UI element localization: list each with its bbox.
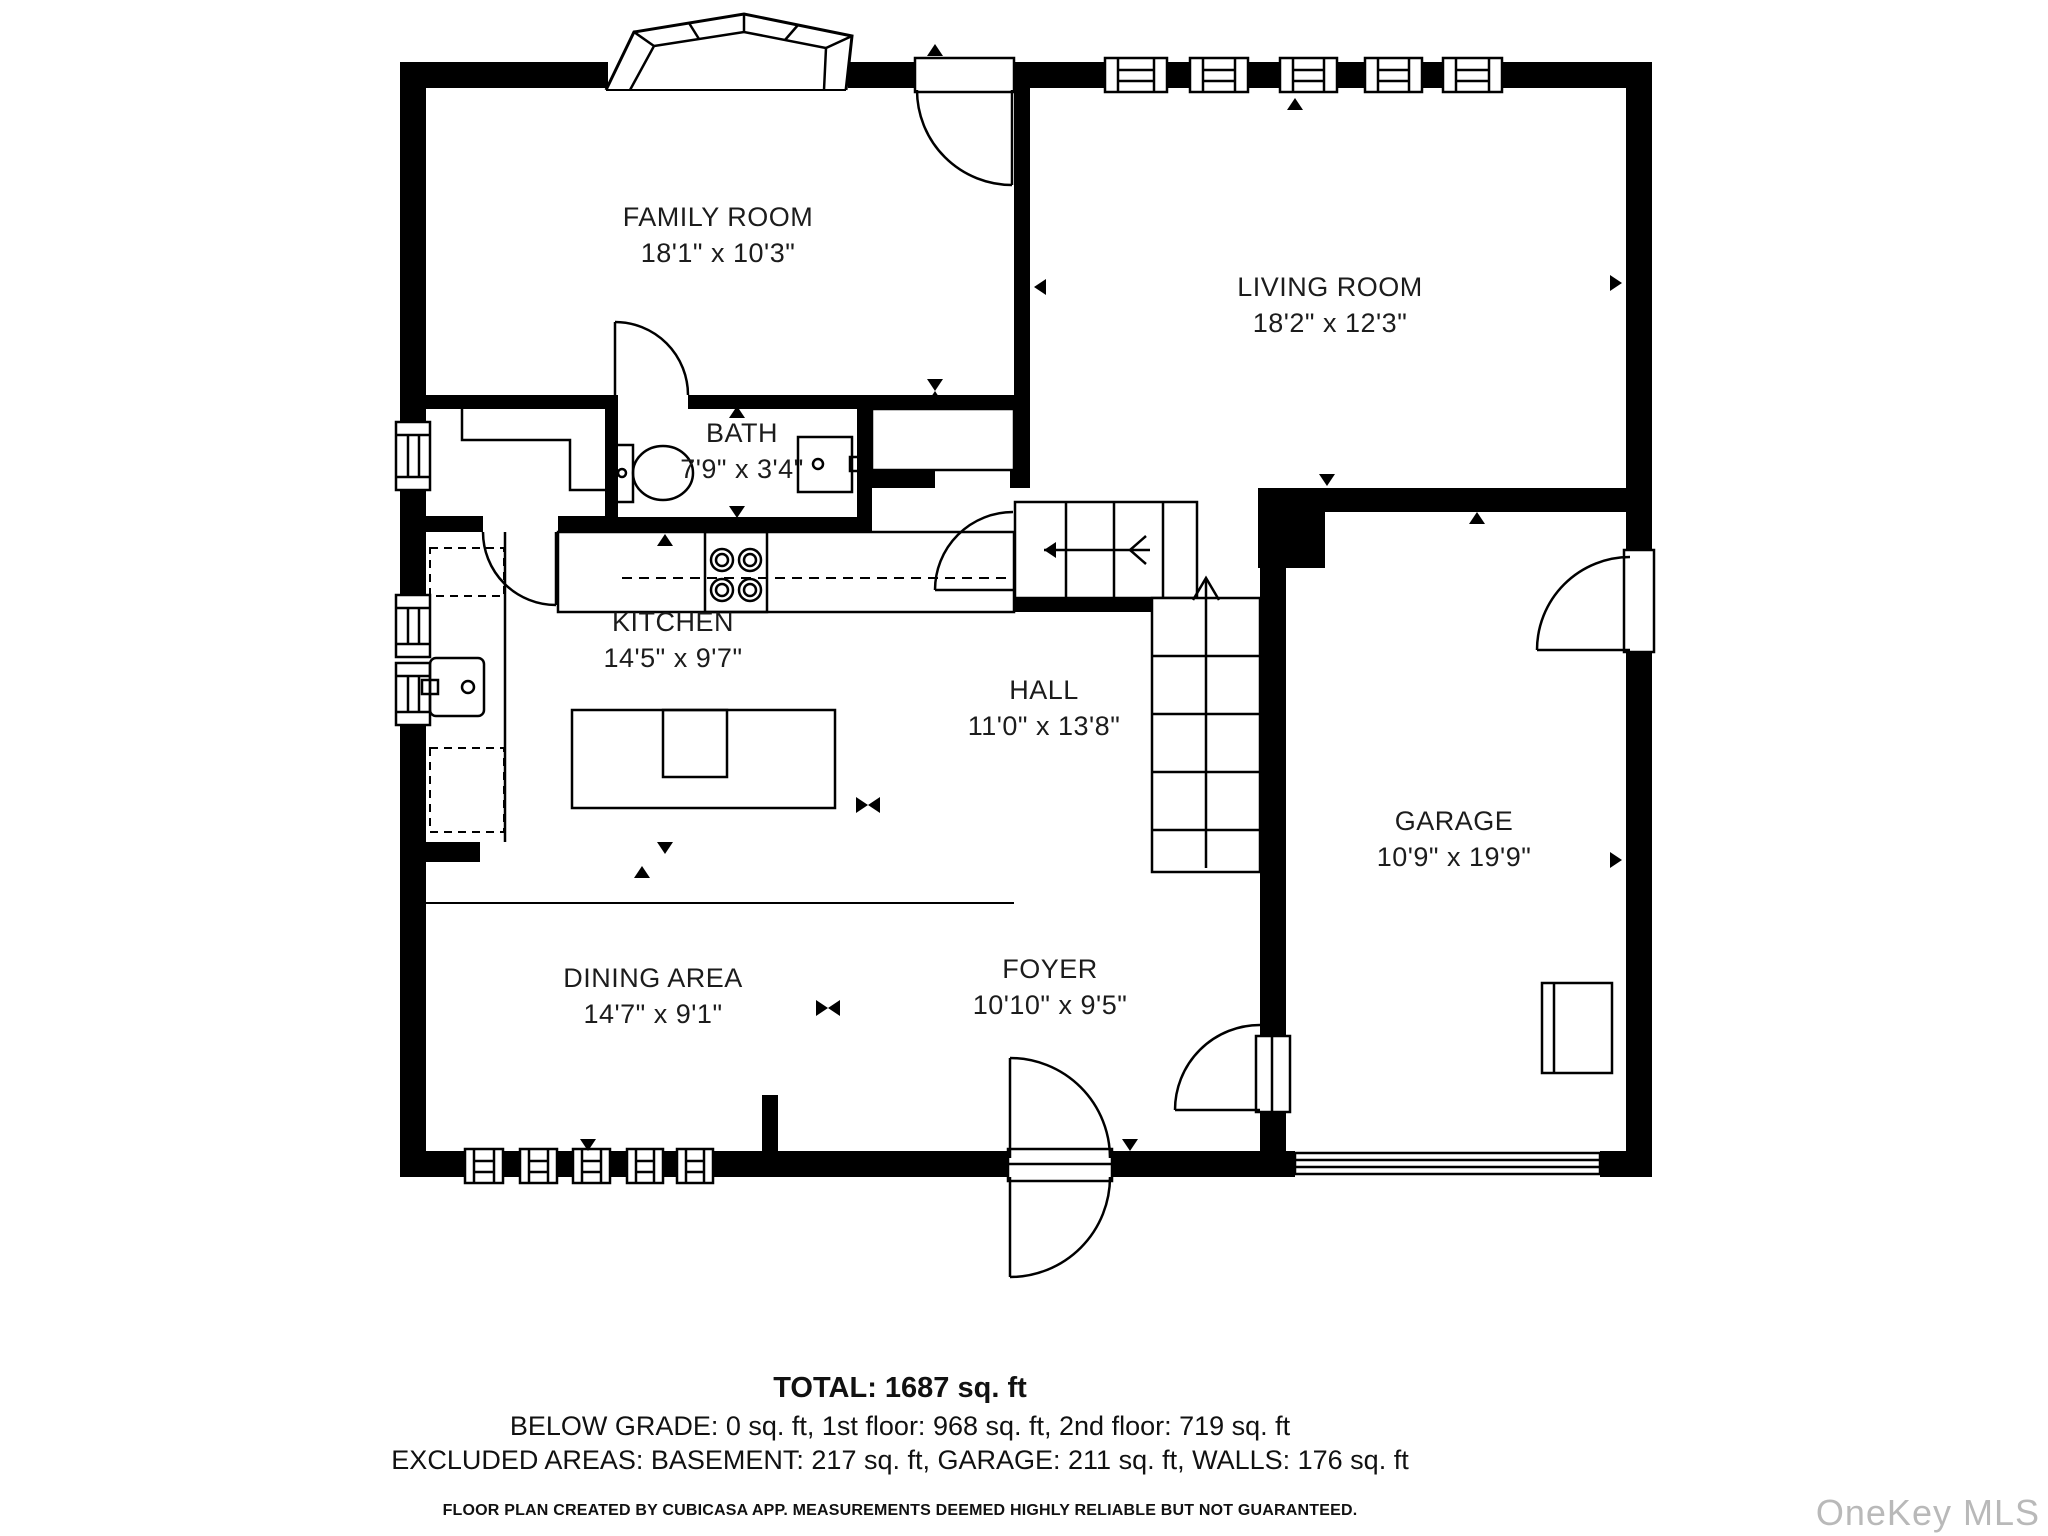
room-name: KITCHEN xyxy=(611,607,734,638)
window xyxy=(1365,58,1422,92)
garage-cabinet xyxy=(1542,983,1612,1073)
garage-fixtures xyxy=(1542,983,1612,1073)
room-dimensions: 14'5" x 9'7" xyxy=(603,643,743,673)
window xyxy=(396,595,430,657)
room-dimensions: 10'10" x 9'5" xyxy=(972,990,1128,1020)
room-label-family-room xyxy=(623,200,814,272)
room-dimensions: 10'9" x 19'9" xyxy=(1376,842,1532,872)
total-area-text: TOTAL: 1687 sq. ft xyxy=(773,1372,1027,1404)
window xyxy=(1443,58,1502,92)
window xyxy=(396,422,430,490)
room-label-hall xyxy=(968,673,1121,745)
garage-side-door xyxy=(1537,550,1654,652)
window xyxy=(1190,58,1248,92)
room-name: GARAGE xyxy=(1394,806,1514,837)
stair-landing xyxy=(1015,502,1197,598)
garage-door xyxy=(1295,1149,1600,1181)
window xyxy=(465,1149,503,1183)
room-label-foyer xyxy=(973,952,1128,1024)
room-name: BATH xyxy=(705,418,779,449)
kitchen-fixtures xyxy=(422,532,1014,903)
cabinet xyxy=(430,748,504,832)
kitchen-sink xyxy=(422,658,484,716)
room-dimensions: 7'9" x 3'4" xyxy=(680,454,804,484)
room-dimensions: 14'7" x 9'1" xyxy=(583,999,723,1029)
window xyxy=(1280,58,1337,92)
front-door xyxy=(1008,1058,1112,1277)
window xyxy=(520,1149,557,1183)
room-label-garage xyxy=(1377,804,1532,876)
room-dimensions: 18'1" x 10'3" xyxy=(640,238,796,268)
stove xyxy=(705,532,767,612)
stair-flight xyxy=(1152,578,1260,872)
excluded-area-text: EXCLUDED AREAS: BASEMENT: 217 sq. ft, GARAGE: 211 sq. ft, WALLS: 176 sq. ft xyxy=(391,1445,1409,1475)
room-name: LIVING ROOM xyxy=(1237,272,1423,303)
kitchen-island xyxy=(572,710,835,808)
room-label-living-room xyxy=(1237,270,1423,342)
window xyxy=(573,1149,610,1183)
room-name: HALL xyxy=(1009,675,1079,706)
room-label-bath xyxy=(680,416,804,488)
kitchen-counter xyxy=(558,532,1014,612)
pantry-shelves xyxy=(462,409,606,490)
window xyxy=(1105,58,1167,92)
window xyxy=(677,1149,713,1183)
room-name: DINING AREA xyxy=(563,963,743,994)
room-label-dining-area xyxy=(563,961,743,1033)
family-room-exterior-door xyxy=(915,58,1014,185)
room-name: FAMILY ROOM xyxy=(622,202,814,233)
windows xyxy=(396,58,1502,1183)
area-summary xyxy=(340,1372,1460,1520)
dishwasher xyxy=(430,548,504,596)
room-label-kitchen xyxy=(603,605,742,677)
kitchen-door xyxy=(483,532,556,605)
room-name: FOYER xyxy=(1002,954,1098,985)
window xyxy=(627,1149,663,1183)
garage-interior-door xyxy=(1175,1025,1290,1112)
disclaimer-text: FLOOR PLAN CREATED BY CUBICASA APP. MEASUREMENTS DEEMED HIGHLY RELIABLE BUT NOT GUARANTEED. xyxy=(442,1502,1358,1519)
floors-area-text: BELOW GRADE: 0 sq. ft, 1st floor: 968 sq. ft, 2nd floor: 719 sq. ft xyxy=(509,1411,1291,1441)
room-dimensions: 18'2" x 12'3" xyxy=(1252,308,1408,338)
watermark: OneKey MLS xyxy=(1815,1492,2040,1533)
bay-window xyxy=(606,14,852,90)
room-dimensions: 11'0" x 13'8" xyxy=(967,711,1121,741)
bath-door xyxy=(615,322,688,395)
